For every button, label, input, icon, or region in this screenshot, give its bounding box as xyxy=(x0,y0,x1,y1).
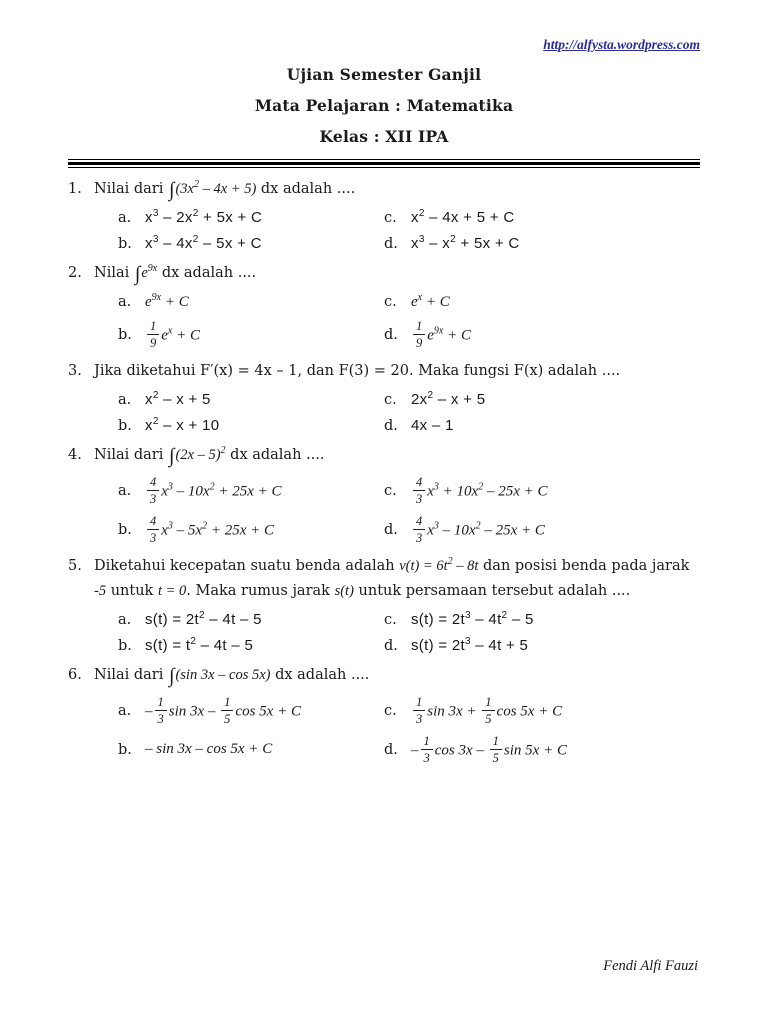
option-text: $\frac{4}{3}$ $x^3 + 10x^2 - 25x + C$ xyxy=(411,476,548,506)
author-signature: Fendi Alfi Fauzi xyxy=(603,958,698,974)
option-letter: b. xyxy=(118,235,132,252)
question-text: Jika diketahui F′(x) = 4x – 1, dan F(3) = 20. Maka fungsi F(x) adalah .... xyxy=(94,362,621,379)
option-c xyxy=(384,391,700,408)
option-d xyxy=(384,417,700,434)
question-number: 3. xyxy=(68,362,82,379)
option-text: $x^3 - 2x^2 + 5x + C$ xyxy=(145,208,263,227)
option-text: $x^2 - 4x + 5 + C$ xyxy=(411,208,515,227)
question-6-options xyxy=(118,696,700,765)
option-c xyxy=(384,476,700,506)
question-2 xyxy=(68,261,700,349)
option-b xyxy=(118,320,384,350)
question-number: 2. xyxy=(68,265,82,282)
question-text: Nilai dari $\int(3x^2 - 4x + 5)$ dx adalah .... xyxy=(94,179,356,201)
exam-header xyxy=(68,65,700,146)
option-letter: c. xyxy=(384,294,397,311)
option-letter: c. xyxy=(384,209,397,226)
option-letter: a. xyxy=(118,611,132,628)
question-4 xyxy=(68,443,700,544)
option-a xyxy=(118,391,384,408)
option-letter: c. xyxy=(384,611,397,628)
option-text: $e^x + C$ xyxy=(411,291,450,310)
option-text: $\frac{1}{9}$ $e^x + C$ xyxy=(145,320,200,350)
option-d xyxy=(384,515,700,545)
option-text: $e^{9x} + C$ xyxy=(145,291,189,310)
option-letter: d. xyxy=(384,521,398,538)
option-text: $\frac{4}{3}$ $x^3 - 10x^2 + 25x + C$ xyxy=(145,476,282,506)
option-text: $\frac{1}{3}$ sin 3x + $\frac{1}{5}$ cos 5x + C xyxy=(411,696,562,726)
question-number: 4. xyxy=(68,447,82,464)
question-6-stem xyxy=(68,663,700,688)
option-letter: d. xyxy=(384,326,398,343)
exam-class: Kelas : XII IPA xyxy=(319,127,449,146)
option-d xyxy=(384,735,700,765)
option-letter: c. xyxy=(384,482,397,499)
option-text: $s(t) = 2t^3 - 4t + 5$ xyxy=(411,636,529,655)
option-letter: d. xyxy=(384,741,398,758)
option-letter: b. xyxy=(118,741,132,758)
header-divider xyxy=(68,159,700,168)
option-b xyxy=(118,235,384,252)
option-a xyxy=(118,291,384,311)
option-text: – $\frac{1}{3}$ sin 3x – $\frac{1}{5}$ cos 5x + C xyxy=(145,694,301,727)
option-a xyxy=(118,611,384,628)
option-letter: d. xyxy=(384,637,398,654)
option-letter: b. xyxy=(118,521,132,538)
option-a xyxy=(118,476,384,506)
option-letter: b. xyxy=(118,417,132,434)
option-d xyxy=(384,320,700,350)
question-6 xyxy=(68,663,700,764)
option-text: $\frac{4}{3}$ $x^3 - 5x^2 + 25x + C$ xyxy=(145,515,274,545)
question-3-options xyxy=(118,391,700,434)
option-c xyxy=(384,611,700,628)
blog-url-link[interactable]: http://alfysta.wordpress.com xyxy=(543,37,700,52)
question-2-stem xyxy=(68,261,700,286)
option-c xyxy=(384,291,700,311)
option-text: $s(t) = 2t^2 - 4t - 5$ xyxy=(145,610,262,629)
question-4-options xyxy=(118,476,700,545)
question-5 xyxy=(68,554,700,655)
option-letter: a. xyxy=(118,294,132,311)
option-text: $2x^2 - x + 5$ xyxy=(411,390,486,409)
option-c xyxy=(384,696,700,726)
option-b xyxy=(118,741,384,758)
option-letter: a. xyxy=(118,482,132,499)
option-letter: a. xyxy=(118,391,132,408)
option-text: $s(t) = t^2 - 4t - 5$ xyxy=(145,636,254,655)
question-text: Nilai $\int e^{9x}$ dx adalah .... xyxy=(94,263,257,286)
option-b xyxy=(118,515,384,545)
option-a xyxy=(118,696,384,726)
exam-title: Ujian Semester Ganjil xyxy=(286,65,482,84)
option-text: $s(t) = 2t^3 - 4t^2 - 5$ xyxy=(411,610,534,629)
header-url-line xyxy=(68,34,700,53)
question-number: 5. xyxy=(68,557,82,574)
question-number: 1. xyxy=(68,181,82,197)
option-a xyxy=(118,209,384,226)
option-d xyxy=(384,637,700,654)
question-list xyxy=(68,177,700,765)
exam-subject: Mata Pelajaran : Matematika xyxy=(254,96,514,115)
option-text: $\frac{1}{9}$ $e^{9x} + C$ xyxy=(411,320,471,350)
option-text: $\frac{4}{3}$ $x^3 - 10x^2 - 25x + C$ xyxy=(411,515,545,545)
option-b xyxy=(118,637,384,654)
question-5-stem xyxy=(68,554,700,605)
option-text: – $\frac{1}{3}$ cos 3x – $\frac{1}{5}$ sin 5x + C xyxy=(411,733,567,766)
option-c xyxy=(384,209,700,226)
question-3-stem xyxy=(68,359,700,384)
question-3 xyxy=(68,359,700,434)
option-text: $x^2 - x + 10$ xyxy=(145,416,220,435)
question-5-options xyxy=(118,611,700,654)
option-b xyxy=(118,417,384,434)
question-4-stem xyxy=(68,443,700,468)
option-letter: a. xyxy=(118,702,132,719)
option-d xyxy=(384,235,700,252)
question-2-options xyxy=(118,291,700,351)
question-text: Diketahui kecepatan suatu benda adalah $v(t) = 6t^2 - 8t$ dan posisi benda pada jarak -5 untuk t = 0. Maka rumus jarak s(t) untuk persamaan tersebut adalah .... xyxy=(94,555,690,599)
question-1-stem xyxy=(68,177,700,202)
option-letter: b. xyxy=(118,637,132,654)
question-text: Nilai dari ∫(sin 3x – cos 5x) dx adalah .... xyxy=(94,665,370,688)
option-letter: a. xyxy=(118,209,132,226)
question-text: Nilai dari ∫(2x – 5)$^2$ dx adalah .... xyxy=(94,445,325,468)
option-text: $x^3 - x^2 + 5x + C$ xyxy=(411,234,520,253)
option-text: $x^3 - 4x^2 - 5x + C$ xyxy=(145,234,262,253)
option-text: 4x – 1 xyxy=(411,417,454,435)
option-letter: c. xyxy=(384,702,397,719)
option-letter: d. xyxy=(384,235,398,252)
option-letter: d. xyxy=(384,417,398,434)
option-text: – sin 3x – cos 5x + C xyxy=(145,741,273,758)
question-1-options xyxy=(118,209,700,252)
question-1 xyxy=(68,177,700,252)
option-letter: b. xyxy=(118,326,132,343)
option-letter: c. xyxy=(384,391,397,408)
option-text: $x^2 - x + 5$ xyxy=(145,390,211,409)
question-number: 6. xyxy=(68,667,82,684)
